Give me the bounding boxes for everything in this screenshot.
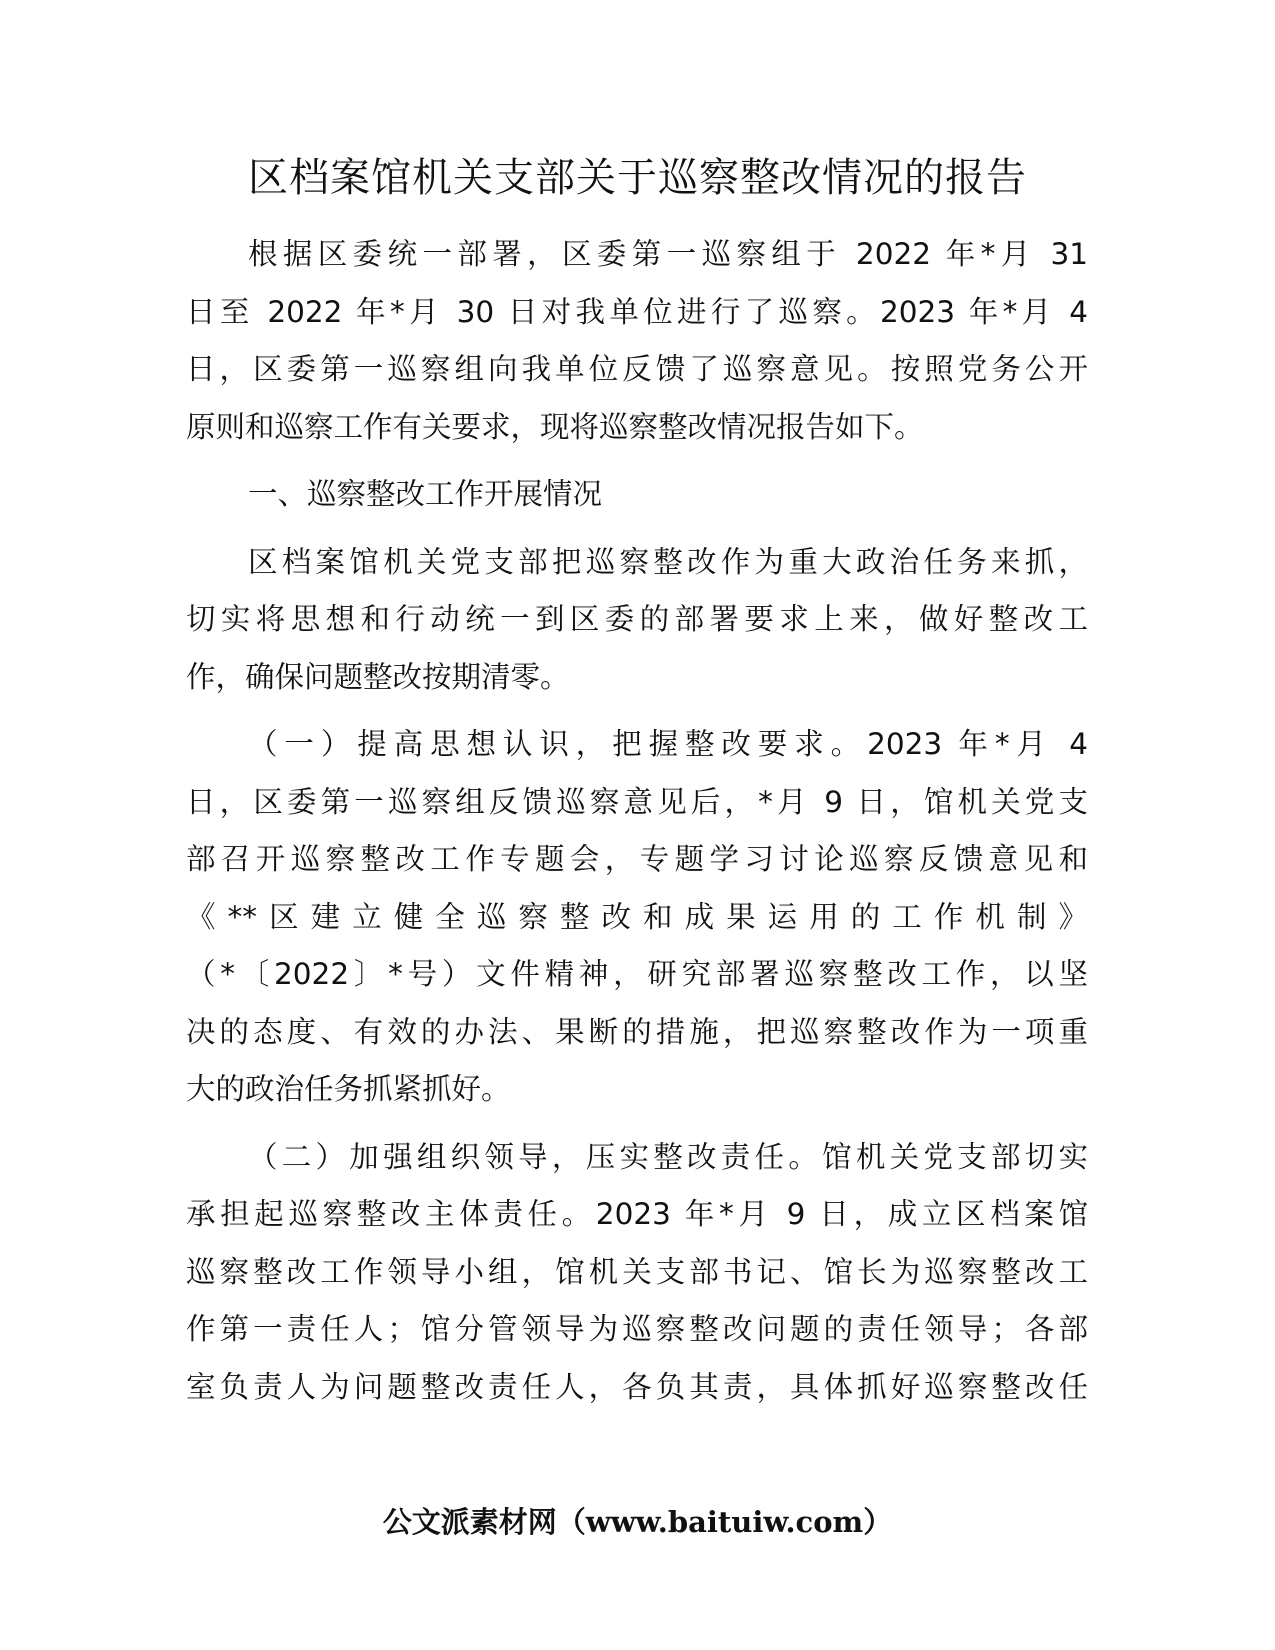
paragraph-line: 切实将思想和行动统一到区委的部署要求上来，做好整改工	[186, 602, 1088, 636]
paragraph-gap	[186, 1119, 1088, 1129]
paragraph-line: 日，区委第一巡察组反馈巡察意见后，*月 9 日，馆机关党支	[186, 784, 1088, 819]
paragraph-line: 区档案馆机关党支部把巡察整改作为重大政治任务来抓，	[248, 544, 1088, 579]
footer-watermark: 公文派素材网（www.baituiw.com）	[382, 1505, 893, 1539]
paragraph-line: 根据区委统一部署，区委第一巡察组于 2022 年*月 31	[248, 237, 1088, 271]
paragraph-line: 巡察整改工作领导小组，馆机关支部书记、馆长为巡察整改工	[186, 1254, 1088, 1289]
paragraph-line: 原则和巡察工作有关要求，现将巡察整改情况报告如下。	[186, 409, 924, 444]
paragraph-line: 决的态度、有效的办法、果断的措施，把巡察整改作为一项重	[186, 1014, 1088, 1049]
paragraph-line: 承担起巡察整改主体责任。2023 年*月 9 日，成立区档案馆	[186, 1197, 1088, 1231]
paragraph-line: （一）提高思想认识，把握整改要求。2023 年*月 4	[248, 727, 1088, 761]
paragraph-line: （二）加强组织领导，压实整改责任。馆机关党支部切实	[248, 1139, 1088, 1174]
paragraph-line: 部召开巡察整改工作专题会，专题学习讨论巡察反馈意见和	[186, 842, 1088, 876]
document-title: 区档案馆机关支部关于巡察整改情况的报告	[248, 155, 1027, 201]
paragraph-line: 室负责人为问题整改责任人，各负其责，具体抓好巡察整改任	[186, 1369, 1088, 1404]
paragraph-line: 大的政治任务抓紧抓好。	[186, 1072, 511, 1106]
paragraph-line: 作，确保问题整改按期清零。	[186, 659, 570, 694]
paragraph-line: （*〔2022〕*号）文件精神，研究部署巡察整改工作，以坚	[186, 957, 1088, 991]
paragraph-line: 《**区建立健全巡察整改和成果运用的工作机制》	[186, 899, 1088, 934]
paragraph-line: 作第一责任人；馆分管领导为巡察整改问题的责任领导；各部	[186, 1312, 1088, 1346]
paragraph-line: 日至 2022 年*月 30 日对我单位进行了巡察。2023 年*月 4	[186, 294, 1088, 329]
paragraph-gap	[186, 456, 1088, 466]
paragraph-line: 一、巡察整改工作开展情况	[248, 477, 603, 511]
paragraph-gap	[186, 524, 1088, 534]
document-body	[186, 226, 1088, 1416]
paragraph-line: 日，区委第一巡察组向我单位反馈了巡察意见。按照党务公开	[186, 352, 1088, 386]
paragraph-gap	[186, 706, 1088, 716]
